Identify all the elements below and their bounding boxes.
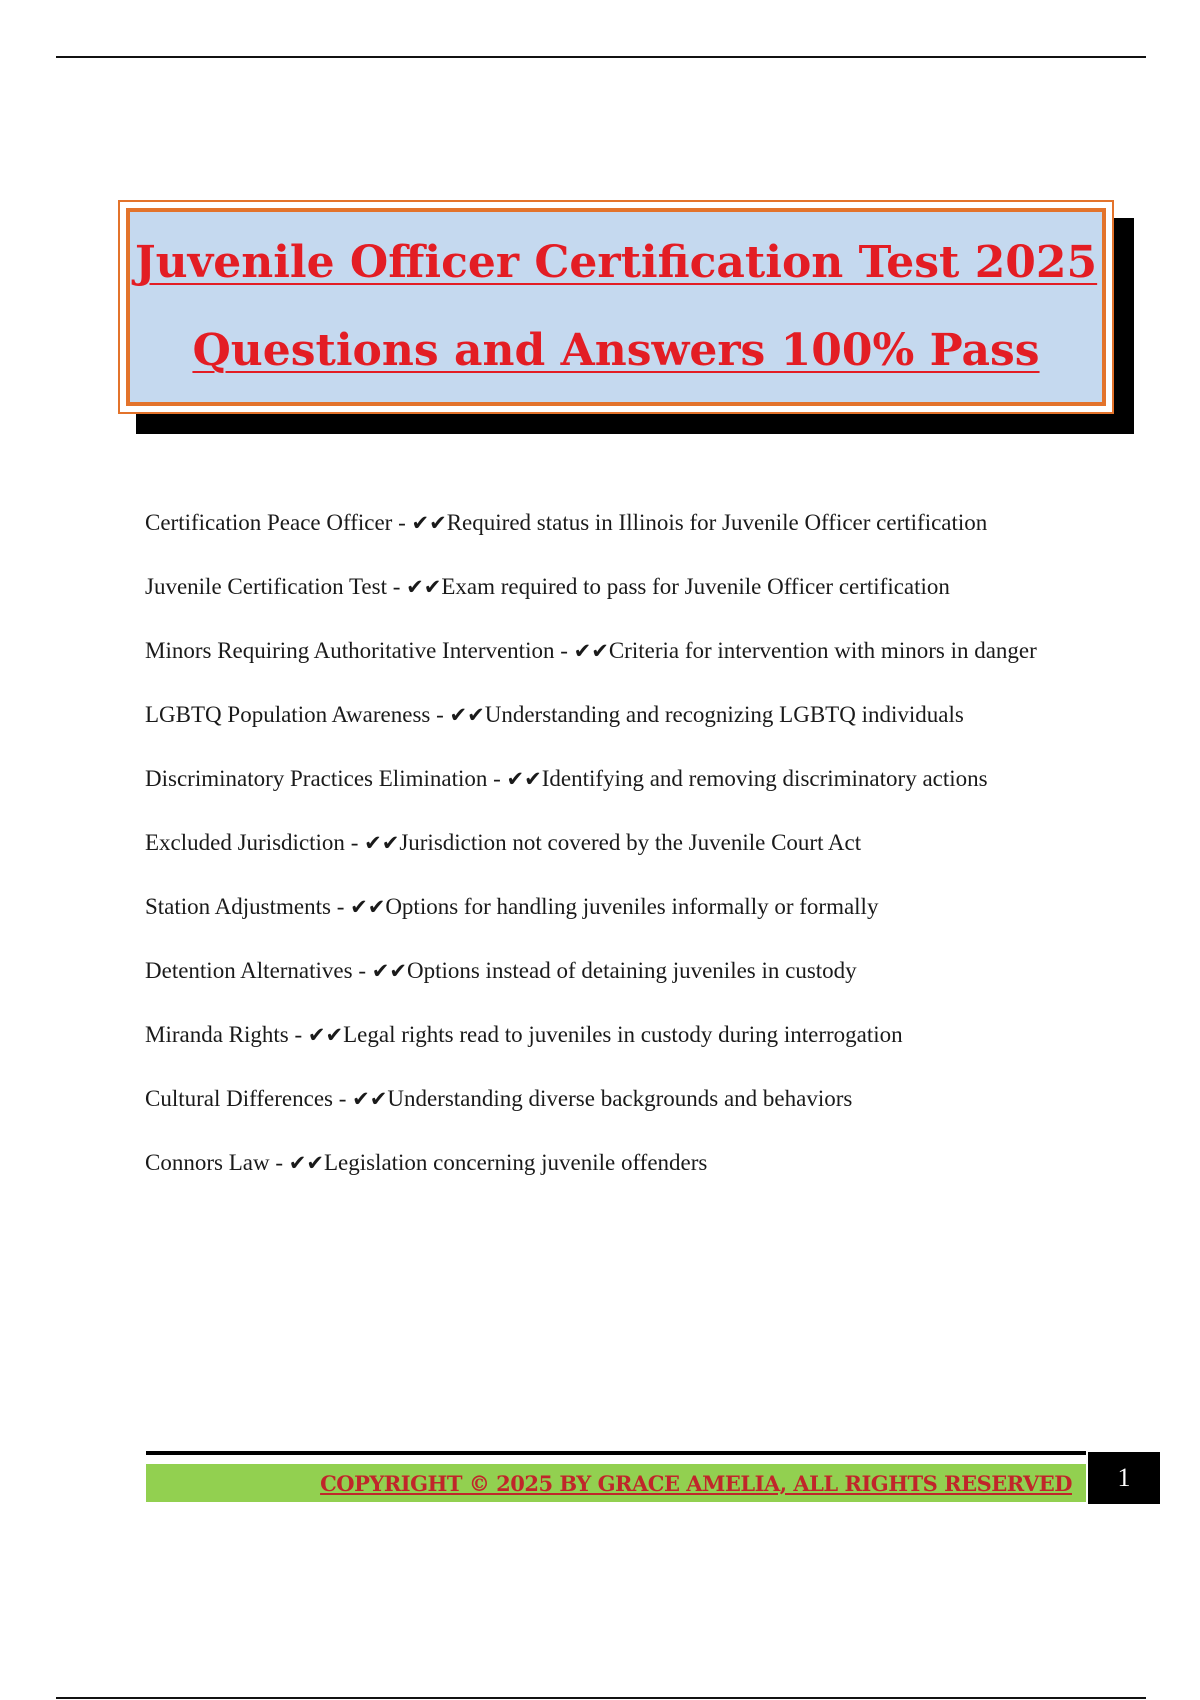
check-icon: ✔✔	[350, 895, 386, 919]
flashcard-entry	[145, 564, 1090, 610]
flashcard-entry	[145, 628, 1090, 674]
entry-separator: -	[392, 510, 412, 535]
check-icon: ✔✔	[573, 639, 609, 663]
entry-definition: Understanding and recognizing LGBTQ individuals	[484, 702, 964, 727]
page-number: 1	[1088, 1452, 1160, 1504]
entry-separator: -	[330, 894, 351, 919]
footer-rule	[146, 1451, 1086, 1455]
entry-term: Certification Peace Officer	[145, 510, 393, 535]
entry-definition: Criteria for intervention with minors in danger	[608, 638, 1037, 663]
entry-term: Station Adjustments	[145, 894, 331, 919]
entry-term: Discriminatory Practices Elimination	[145, 766, 488, 791]
title-line-1: Juvenile Officer Certification Test 2025	[134, 237, 1098, 288]
top-rule	[56, 56, 1146, 58]
flashcard-entry	[145, 820, 1090, 866]
entry-term: LGBTQ Population Awareness	[145, 702, 431, 727]
flashcard-entry	[145, 948, 1090, 994]
entry-definition: Understanding diverse backgrounds and behaviors	[387, 1086, 853, 1111]
check-icon: ✔✔	[352, 1087, 388, 1111]
entry-term: Minors Requiring Authoritative Intervention	[145, 638, 555, 663]
entry-definition: Exam required to pass for Juvenile Officer certification	[441, 574, 950, 599]
copyright-notice: COPYRIGHT © 2025 BY GRACE AMELIA, ALL RIGHTS RESERVED	[320, 1470, 1072, 1496]
entry-term: Detention Alternatives	[145, 958, 353, 983]
flashcard-entry	[145, 1012, 1090, 1058]
flashcard-entry	[145, 756, 1090, 802]
entry-term: Cultural Differences	[145, 1086, 333, 1111]
entry-definition: Jurisdiction not covered by the Juvenile Court Act	[399, 830, 862, 855]
title-inner	[126, 208, 1106, 406]
entry-separator: -	[554, 638, 574, 663]
title-line-2: Questions and Answers 100% Pass	[192, 325, 1040, 376]
entry-separator: -	[269, 1150, 289, 1175]
entry-definition: Required status in Illinois for Juvenile Officer certification	[446, 510, 988, 535]
entry-separator: -	[352, 958, 372, 983]
entry-term: Miranda Rights	[145, 1022, 289, 1047]
flashcard-entry	[145, 884, 1090, 930]
flashcard-entry	[145, 500, 1090, 546]
flashcard-entry	[145, 692, 1090, 738]
entry-definition: Legislation concerning juvenile offenders	[323, 1150, 708, 1175]
check-icon: ✔✔	[288, 1151, 324, 1175]
entry-separator: -	[487, 766, 507, 791]
entry-term: Juvenile Certification Test	[145, 574, 387, 599]
entry-separator: -	[430, 702, 450, 727]
check-icon: ✔✔	[449, 703, 485, 727]
entry-definition: Identifying and removing discriminatory actions	[541, 766, 988, 791]
title-box	[118, 200, 1114, 414]
footer-band	[146, 1464, 1086, 1502]
entry-term: Excluded Jurisdiction	[145, 830, 345, 855]
check-icon: ✔✔	[371, 959, 407, 983]
check-icon: ✔✔	[364, 831, 400, 855]
entry-separator: -	[332, 1086, 353, 1111]
entry-separator: -	[386, 574, 407, 599]
entry-term: Connors Law	[145, 1150, 270, 1175]
check-icon: ✔✔	[506, 767, 542, 791]
check-icon: ✔✔	[307, 1023, 344, 1047]
check-icon: ✔✔	[411, 511, 447, 535]
entry-definition: Options instead of detaining juveniles in custody	[406, 958, 857, 983]
check-icon: ✔✔	[406, 575, 442, 599]
entry-separator: -	[288, 1022, 308, 1047]
entry-definition: Options for handling juveniles informally or formally	[385, 894, 879, 919]
flashcard-list	[145, 500, 1090, 1204]
bottom-rule	[56, 1697, 1146, 1699]
flashcard-entry	[145, 1140, 1090, 1186]
entry-definition: Legal rights read to juveniles in custody during interrogation	[343, 1022, 903, 1047]
flashcard-entry	[145, 1076, 1090, 1122]
entry-separator: -	[344, 830, 365, 855]
